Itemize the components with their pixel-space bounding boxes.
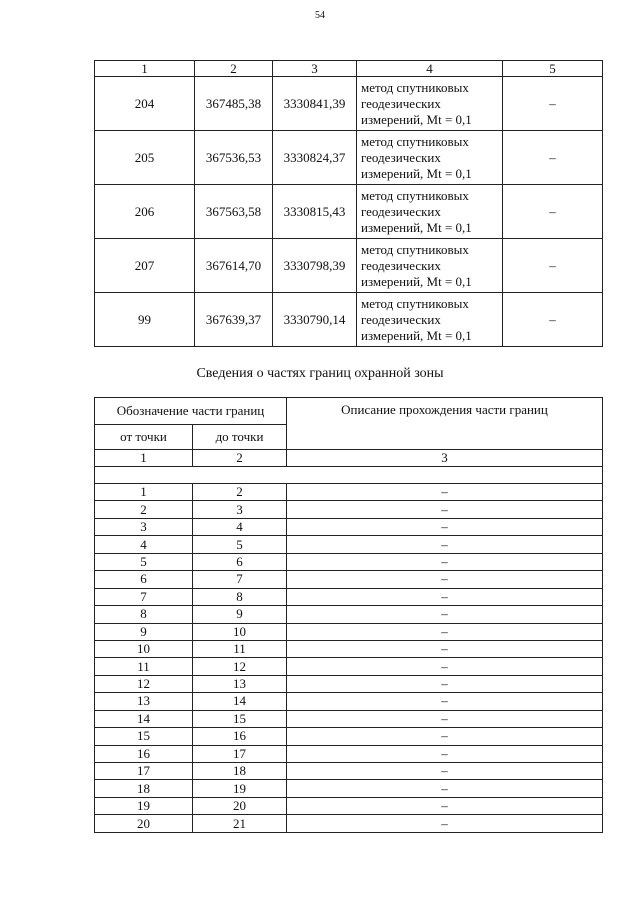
from-point-cell: 10 bbox=[95, 640, 193, 657]
from-point-cell: 20 bbox=[95, 815, 193, 832]
to-point-cell: 17 bbox=[193, 745, 287, 762]
table-row bbox=[95, 501, 603, 518]
to-point-cell: 6 bbox=[193, 553, 287, 570]
to-point-cell: 19 bbox=[193, 780, 287, 797]
table-row bbox=[95, 693, 603, 710]
to-point-cell: 21 bbox=[193, 815, 287, 832]
note-cell: – bbox=[503, 239, 603, 293]
from-point-cell: 12 bbox=[95, 675, 193, 692]
table-row bbox=[95, 536, 603, 553]
method-cell: метод спутниковых геодезических измерений, Mt = 0,1 bbox=[357, 293, 503, 347]
from-point-cell: 8 bbox=[95, 606, 193, 623]
from-point-cell: 5 bbox=[95, 553, 193, 570]
column-number-row bbox=[95, 61, 603, 77]
to-point-cell: 3 bbox=[193, 501, 287, 518]
column-number-row bbox=[95, 450, 603, 467]
note-cell: – bbox=[503, 185, 603, 239]
y-coordinate-cell: 3330824,37 bbox=[273, 131, 357, 185]
from-point-cell: 7 bbox=[95, 588, 193, 605]
table-row bbox=[95, 606, 603, 623]
point-number-cell: 206 bbox=[95, 185, 195, 239]
description-cell: – bbox=[287, 571, 603, 588]
table-row bbox=[95, 553, 603, 570]
description-cell: – bbox=[287, 675, 603, 692]
x-coordinate-cell: 367485,38 bbox=[195, 77, 273, 131]
empty-cell bbox=[95, 467, 603, 484]
description-cell: – bbox=[287, 693, 603, 710]
to-point-cell: 16 bbox=[193, 728, 287, 745]
table-row bbox=[95, 623, 603, 640]
from-point-cell: 13 bbox=[95, 693, 193, 710]
description-cell: – bbox=[287, 763, 603, 780]
table-row bbox=[95, 640, 603, 657]
from-point-cell: 15 bbox=[95, 728, 193, 745]
page-number: 54 bbox=[315, 10, 325, 21]
table-row bbox=[95, 797, 603, 814]
from-point-cell: 19 bbox=[95, 797, 193, 814]
note-cell: – bbox=[503, 77, 603, 131]
method-cell: метод спутниковых геодезических измерений, Mt = 0,1 bbox=[357, 185, 503, 239]
description-cell: – bbox=[287, 623, 603, 640]
table-row bbox=[95, 588, 603, 605]
description-cell: – bbox=[287, 815, 603, 832]
description-cell: – bbox=[287, 536, 603, 553]
description-cell: – bbox=[287, 501, 603, 518]
table-row bbox=[95, 185, 603, 239]
from-point-cell: 17 bbox=[95, 763, 193, 780]
point-number-cell: 205 bbox=[95, 131, 195, 185]
method-cell: метод спутниковых геодезических измерений, Mt = 0,1 bbox=[357, 239, 503, 293]
point-number-cell: 99 bbox=[95, 293, 195, 347]
description-cell: – bbox=[287, 745, 603, 762]
to-point-cell: 7 bbox=[193, 571, 287, 588]
from-point-cell: 1 bbox=[95, 484, 193, 501]
to-point-cell: 15 bbox=[193, 710, 287, 727]
table-row bbox=[95, 77, 603, 131]
table-row bbox=[95, 815, 603, 832]
from-point-cell: 4 bbox=[95, 536, 193, 553]
from-point-cell: 11 bbox=[95, 658, 193, 675]
y-coordinate-cell: 3330798,39 bbox=[273, 239, 357, 293]
from-point-cell: 6 bbox=[95, 571, 193, 588]
description-header: Описание прохождения части границ bbox=[287, 398, 603, 450]
column-number: 3 bbox=[287, 450, 603, 467]
point-number-cell: 207 bbox=[95, 239, 195, 293]
to-point-cell: 11 bbox=[193, 640, 287, 657]
to-point-cell: 18 bbox=[193, 763, 287, 780]
description-cell: – bbox=[287, 484, 603, 501]
from-point-cell: 14 bbox=[95, 710, 193, 727]
empty-row bbox=[95, 467, 603, 484]
table-row bbox=[95, 675, 603, 692]
from-point-cell: 3 bbox=[95, 518, 193, 535]
table-row bbox=[95, 293, 603, 347]
table-row bbox=[95, 745, 603, 762]
from-point-header: от точки bbox=[95, 425, 193, 450]
y-coordinate-cell: 3330815,43 bbox=[273, 185, 357, 239]
point-number-cell: 204 bbox=[95, 77, 195, 131]
description-cell: – bbox=[287, 606, 603, 623]
section-title: Сведения о частях границ охранной зоны bbox=[196, 366, 444, 381]
to-point-cell: 14 bbox=[193, 693, 287, 710]
y-coordinate-cell: 3330790,14 bbox=[273, 293, 357, 347]
x-coordinate-cell: 367639,37 bbox=[195, 293, 273, 347]
description-cell: – bbox=[287, 588, 603, 605]
description-cell: – bbox=[287, 518, 603, 535]
to-point-cell: 20 bbox=[193, 797, 287, 814]
note-cell: – bbox=[503, 131, 603, 185]
table-row bbox=[95, 484, 603, 501]
table-row bbox=[95, 780, 603, 797]
column-number: 1 bbox=[95, 61, 195, 77]
description-cell: – bbox=[287, 710, 603, 727]
to-point-cell: 9 bbox=[193, 606, 287, 623]
description-cell: – bbox=[287, 797, 603, 814]
to-point-cell: 4 bbox=[193, 518, 287, 535]
table-row bbox=[95, 518, 603, 535]
y-coordinate-cell: 3330841,39 bbox=[273, 77, 357, 131]
description-cell: – bbox=[287, 728, 603, 745]
column-number: 2 bbox=[193, 450, 287, 467]
to-point-cell: 10 bbox=[193, 623, 287, 640]
x-coordinate-cell: 367536,53 bbox=[195, 131, 273, 185]
to-point-cell: 13 bbox=[193, 675, 287, 692]
column-number: 3 bbox=[273, 61, 357, 77]
to-point-cell: 12 bbox=[193, 658, 287, 675]
note-cell: – bbox=[503, 293, 603, 347]
x-coordinate-cell: 367563,58 bbox=[195, 185, 273, 239]
designation-header: Обозначение части границ bbox=[95, 398, 287, 425]
coordinates-table bbox=[94, 60, 603, 347]
column-number: 1 bbox=[95, 450, 193, 467]
table-row bbox=[95, 239, 603, 293]
description-cell: – bbox=[287, 553, 603, 570]
table-row bbox=[95, 728, 603, 745]
to-point-cell: 5 bbox=[193, 536, 287, 553]
to-point-header: до точки bbox=[193, 425, 287, 450]
table-row bbox=[95, 763, 603, 780]
column-number: 4 bbox=[357, 61, 503, 77]
description-cell: – bbox=[287, 780, 603, 797]
description-cell: – bbox=[287, 640, 603, 657]
from-point-cell: 9 bbox=[95, 623, 193, 640]
x-coordinate-cell: 367614,70 bbox=[195, 239, 273, 293]
column-number: 2 bbox=[195, 61, 273, 77]
to-point-cell: 8 bbox=[193, 588, 287, 605]
method-cell: метод спутниковых геодезических измерений, Mt = 0,1 bbox=[357, 131, 503, 185]
from-point-cell: 18 bbox=[95, 780, 193, 797]
from-point-cell: 2 bbox=[95, 501, 193, 518]
boundary-parts-table bbox=[94, 397, 603, 833]
to-point-cell: 2 bbox=[193, 484, 287, 501]
table-row bbox=[95, 710, 603, 727]
method-cell: метод спутниковых геодезических измерений, Mt = 0,1 bbox=[357, 77, 503, 131]
from-point-cell: 16 bbox=[95, 745, 193, 762]
column-number: 5 bbox=[503, 61, 603, 77]
table-row bbox=[95, 571, 603, 588]
description-cell: – bbox=[287, 658, 603, 675]
table-row bbox=[95, 658, 603, 675]
table-row bbox=[95, 131, 603, 185]
header-row bbox=[95, 398, 603, 425]
